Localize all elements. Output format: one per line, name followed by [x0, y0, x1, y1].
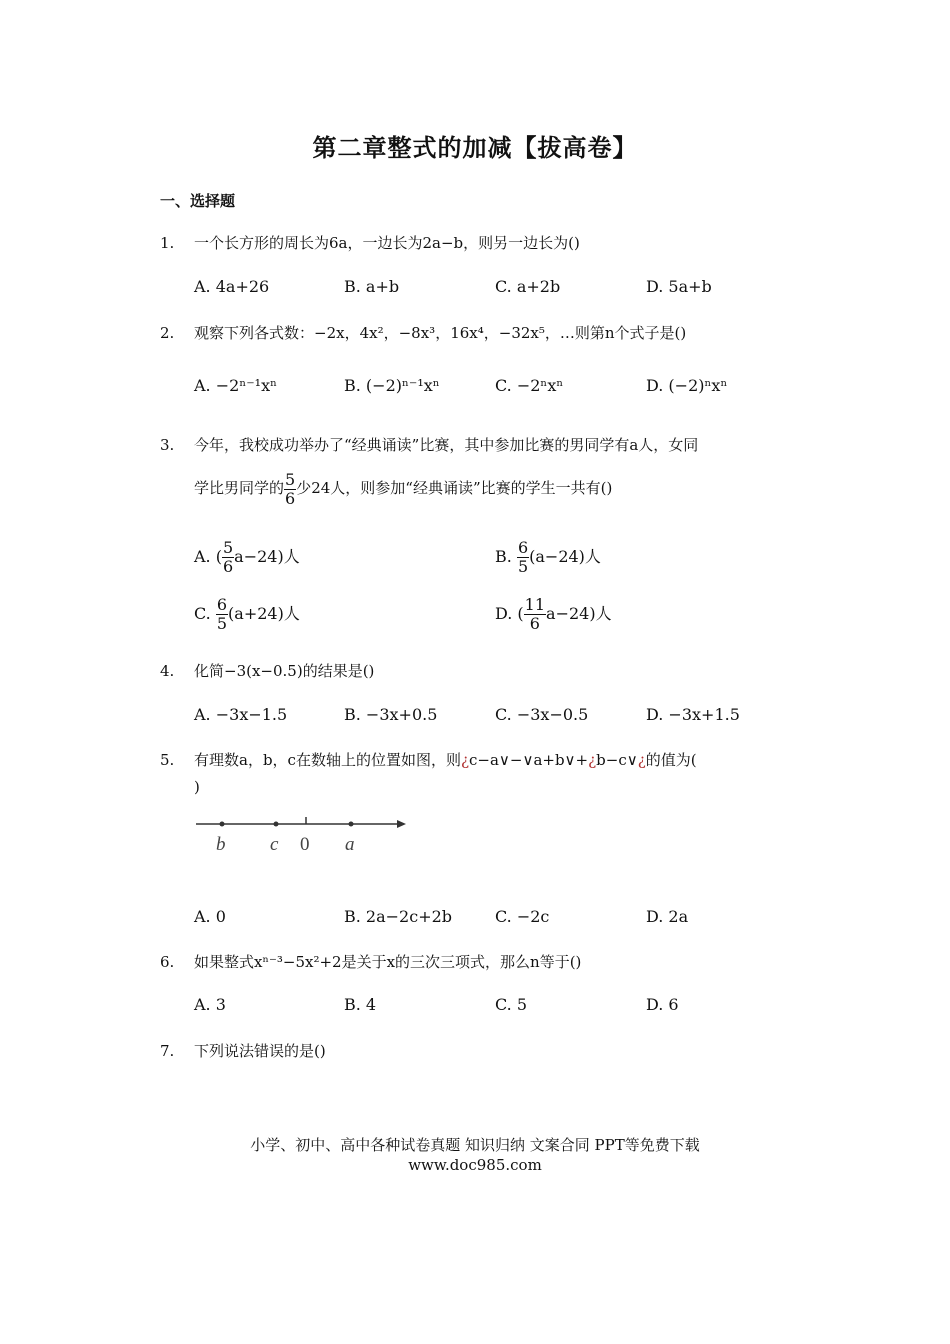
option-c[interactable]: C. −2ⁿxⁿ	[495, 376, 564, 395]
option-c[interactable]: C. 5	[495, 995, 528, 1014]
question-stem	[194, 749, 784, 771]
option-rest: a−24)人	[234, 547, 300, 566]
stem-expression: b−c∨	[596, 751, 638, 769]
option-c[interactable]: C. −3x−0.5	[495, 705, 589, 724]
footer-text: 小学、初中、高中各种试卷真题 知识归纳 文案合同 PPT等免费下载	[250, 1136, 700, 1154]
section-heading: 一、选择题	[160, 192, 236, 210]
option-a[interactable]: A. 3	[194, 995, 226, 1014]
question-2-options	[194, 376, 794, 400]
option-fraction	[517, 539, 529, 576]
fraction-numerator: 5	[285, 469, 296, 489]
fraction-denominator: 6	[222, 557, 234, 576]
option-c[interactable]: C. −2c	[495, 907, 550, 926]
question-number: 2.	[160, 324, 175, 342]
footer-link[interactable]: www.doc985.com	[408, 1156, 542, 1174]
question-number: 7.	[160, 1042, 175, 1060]
question-number: 3.	[160, 436, 175, 454]
option-d[interactable]	[495, 594, 612, 634]
question-number: 4.	[160, 662, 175, 680]
option-d[interactable]: D. (−2)ⁿxⁿ	[646, 376, 728, 395]
option-fraction	[524, 596, 546, 633]
option-fraction	[222, 539, 234, 576]
garbled-glyph: ¿	[460, 751, 469, 769]
point-c	[274, 822, 279, 827]
stem-text: 有理数a，b，c在数轴上的位置如图，则	[194, 751, 461, 769]
fraction-denominator: 6	[529, 614, 540, 633]
option-b[interactable]: B. 2a−2c+2b	[344, 907, 453, 926]
fraction-numerator: 6	[517, 538, 529, 557]
option-rest: a−24)人	[546, 604, 612, 623]
label-c: c	[270, 834, 279, 855]
point-a	[349, 822, 354, 827]
option-a[interactable]: A. −3x−1.5	[194, 705, 288, 724]
garbled-glyph: ¿	[588, 751, 597, 769]
fraction-denominator: 5	[517, 557, 529, 576]
option-label: D. (	[495, 604, 524, 623]
option-b[interactable]: B. (−2)ⁿ⁻¹xⁿ	[344, 376, 440, 395]
axis-arrow-icon	[397, 820, 406, 828]
label-zero: 0	[300, 834, 310, 855]
garbled-glyph: ¿	[637, 751, 646, 769]
question-stem-line-1: 今年，我校成功举办了“经典诵读”比赛，其中参加比赛的男同学有a人，女同	[194, 436, 699, 454]
option-label: C.	[194, 604, 216, 623]
stem-text: 少24人，则参加“经典诵读”比赛的学生一共有()	[296, 479, 613, 497]
option-c[interactable]: C. a+2b	[495, 277, 561, 296]
stem-text: 学比男同学的	[194, 479, 285, 497]
question-stem-line-2	[194, 468, 784, 508]
question-number: 6.	[160, 953, 175, 971]
question-stem: 一个长方形的周长为6a，一边长为2a−b，则另一边长为()	[194, 234, 580, 252]
option-fraction	[216, 596, 228, 633]
option-c[interactable]	[194, 594, 300, 634]
option-d[interactable]: D. −3x+1.5	[646, 705, 740, 724]
page-title: 第二章整式的加减【拔高卷】	[312, 134, 638, 162]
option-a[interactable]: A. 4a+26	[194, 277, 270, 296]
question-3-options-row-2	[194, 594, 794, 636]
option-b[interactable]: B. −3x+0.5	[344, 705, 438, 724]
question-3-options-row-1	[194, 537, 794, 579]
question-stem: 如果整式xⁿ⁻³−5x²+2是关于x的三次三项式，那么n等于()	[194, 953, 582, 971]
question-number: 1.	[160, 234, 175, 252]
question-4-options	[194, 705, 794, 729]
question-stem: 化简−3(x−0.5)的结果是()	[194, 662, 375, 680]
question-3-line-2	[160, 468, 780, 512]
stem-text: 的值为(	[645, 751, 697, 769]
question-5-options	[194, 907, 794, 931]
stem-sequence: −2x，4x²，−8x³，16x⁴，−32x⁵，…则第n个式子是()	[314, 324, 687, 342]
option-a[interactable]	[194, 537, 300, 577]
question-6-options	[194, 995, 794, 1019]
stem-text: 观察下列各式数：	[194, 324, 315, 342]
option-rest: (a+24)人	[228, 604, 300, 623]
option-b[interactable]	[495, 537, 601, 577]
option-rest: (a−24)人	[529, 547, 601, 566]
fraction-numerator: 11	[524, 595, 546, 614]
number-line-figure	[194, 810, 414, 860]
question-1-options	[194, 277, 794, 301]
option-d[interactable]: D. 6	[646, 995, 679, 1014]
option-label: A. (	[194, 547, 222, 566]
question-stem	[194, 322, 784, 344]
fraction-numerator: 6	[216, 595, 228, 614]
option-a[interactable]: A. −2ⁿ⁻¹xⁿ	[194, 376, 278, 395]
option-a[interactable]: A. 0	[194, 907, 226, 926]
label-b: b	[216, 834, 226, 855]
question-stem: 下列说法错误的是()	[194, 1042, 326, 1060]
label-a: a	[345, 834, 355, 855]
option-b[interactable]: B. a+b	[344, 277, 400, 296]
option-label: B.	[495, 547, 517, 566]
point-b	[220, 822, 225, 827]
fraction-denominator: 5	[216, 614, 228, 633]
question-stem-line-2: )	[194, 778, 200, 796]
question-number: 5.	[160, 751, 175, 769]
option-d[interactable]: D. 2a	[646, 907, 689, 926]
option-d[interactable]: D. 5a+b	[646, 277, 712, 296]
stem-fraction	[284, 471, 296, 508]
fraction-denominator: 6	[285, 488, 296, 508]
stem-expression: c−a∨−∨a+b∨+	[469, 751, 589, 769]
fraction-numerator: 5	[222, 538, 234, 557]
option-b[interactable]: B. 4	[344, 995, 377, 1014]
